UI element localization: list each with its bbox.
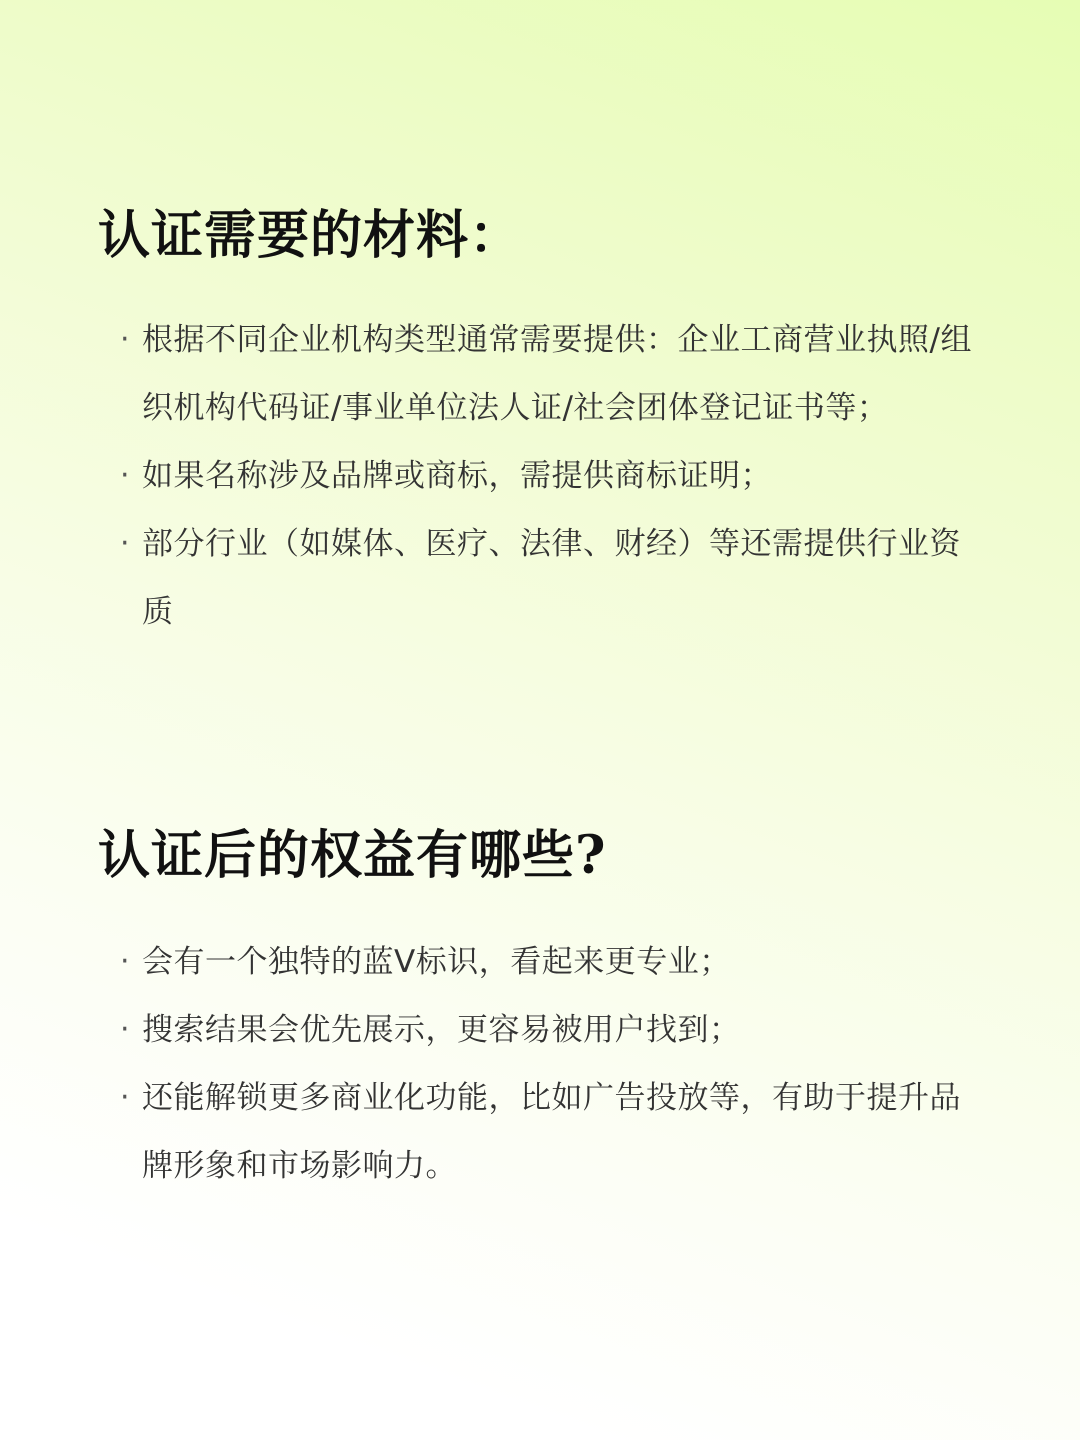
bullet-dot: ·: [120, 526, 131, 561]
materials-list: [0, 306, 1080, 646]
benefits-heading: 认证后的权益有哪些?: [98, 825, 607, 886]
materials-heading: 认证需要的材料：: [98, 205, 523, 266]
list-item: [0, 510, 1080, 646]
bullet-dot: ·: [120, 944, 131, 979]
materials-section: [0, 196, 1080, 646]
list-item-text: 如果名称涉及品牌或商标，需提供商标证明；: [142, 458, 772, 494]
list-item-text: 根据不同企业机构类型通常需要提供：企业工商营业执照/组织机构代码证/事业单位法人证/社会团体登记证书等；: [142, 322, 972, 426]
list-item-text: 还能解锁更多商业化功能，比如广告投放等，有助于提升品牌形象和市场影响力。: [142, 1080, 961, 1184]
list-item: [0, 306, 1080, 442]
list-item: [0, 928, 1080, 996]
list-item-text: 会有一个独特的蓝V标识，看起来更专业；: [142, 944, 731, 980]
list-item: [0, 1064, 1080, 1200]
list-item-text: 搜索结果会优先展示，更容易被用户找到；: [142, 1012, 741, 1048]
benefits-list: [0, 928, 1080, 1200]
bullet-dot: ·: [120, 322, 131, 357]
bullet-dot: ·: [120, 1012, 131, 1047]
list-item-text: 部分行业（如媒体、医疗、法律、财经）等还需提供行业资质: [142, 526, 961, 630]
benefits-section: [0, 816, 1080, 1200]
bullet-dot: ·: [120, 1080, 131, 1115]
list-item: [0, 996, 1080, 1064]
bullet-dot: ·: [120, 458, 131, 493]
list-item: [0, 442, 1080, 510]
